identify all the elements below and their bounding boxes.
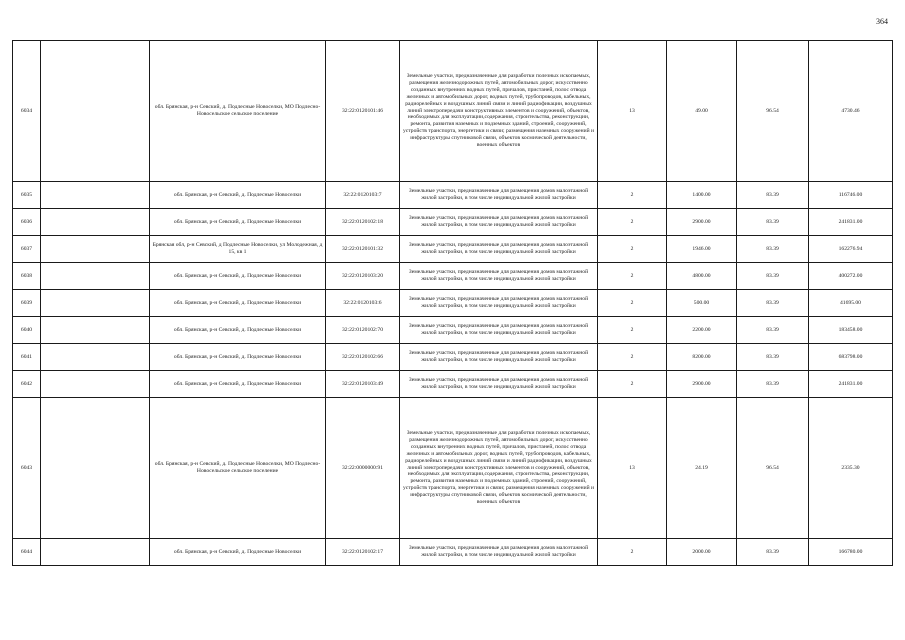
table-row (13, 41, 893, 182)
area-cell: 49.00 (667, 41, 737, 182)
row-number-cell: 6038 (13, 263, 41, 290)
address-cell: обл. Брянская, р-н Севский, д. Подлесные Новоселки (150, 290, 326, 317)
cadastral-value-cell: 41695.00 (809, 290, 893, 317)
land-use-purpose-cell: Земельные участки, предназначенные для размещения домов малоэтажной жилой застройки, в том числе индивидуальной жилой застройки (400, 290, 598, 317)
row-number-cell: 6040 (13, 317, 41, 344)
area-cell: 1400.00 (667, 182, 737, 209)
cadastral-value-cell: 241831.00 (809, 371, 893, 398)
address-cell: Брянская обл, р-н Севский, д Подлесные Новоселки, ул Молодежная, д 15, кв 1 (150, 236, 326, 263)
area-cell: 4800.00 (667, 263, 737, 290)
land-use-purpose-cell: Земельные участки, предназначенные для размещения домов малоэтажной жилой застройки, в том числе индивидуальной жилой застройки (400, 182, 598, 209)
specific-value-cell: 83.39 (737, 263, 809, 290)
cadastral-value-cell: 400272.00 (809, 263, 893, 290)
land-use-purpose-cell: Земельные участки, предназначенные для разработки полезных ископаемых, размещения железнодорожных путей, автомобильных дорог, искусственно созданных внутренних водных путей, причалов, пристаней, полос отвода железных и автомобильных дорог, водных путей, трубопроводов, кабельных, радиорелейных и воздушных линий связи и линий радиофикации, воздушных линий электропередачи конструктивных элементов и сооружений, объектов, необходимых для эксплуатации,содержания, строительства, реконструкции, ремонта, развития наземных и подземных зданий, строений, сооружений, устройств транспорта, энергетики и связи; размещения наземных сооружений и инфраструктуры спутниковой связи, объектов космической деятельности, военных объектов (400, 398, 598, 539)
table-row (13, 344, 893, 371)
cadastral-value-cell: 166780.00 (809, 539, 893, 566)
land-use-purpose-cell: Земельные участки, предназначенные для разработки полезных ископаемых, размещения железнодорожных путей, автомобильных дорог, искусственно созданных внутренних водных путей, причалов, пристаней, полос отвода железных и автомобильных дорог, водных путей, трубопроводов, кабельных, радиорелейных и воздушных линий связи и линий радиофикации, воздушных линий электропередачи конструктивных элементов и сооружений, объектов, необходимых для эксплуатации,содержания, строительства, реконструкции, ремонта, развития наземных и подземных зданий, строений, сооружений, устройств транспорта, энергетики и связи; размещения наземных сооружений и инфраструктуры спутниковой связи, объектов космической деятельности, военных объектов (400, 41, 598, 182)
area-cell: 500.00 (667, 290, 737, 317)
blank-cell (41, 398, 150, 539)
cadastral-number-cell: 32:22:0120103:6 (326, 290, 400, 317)
blank-cell (41, 371, 150, 398)
address-cell: обл. Брянская, р-н Севский, д. Подлесные Новоселки (150, 317, 326, 344)
cadastral-number-cell: 32:22:0000000:91 (326, 398, 400, 539)
row-number-cell: 6036 (13, 209, 41, 236)
use-type-code-cell: 2 (598, 236, 667, 263)
use-type-code-cell: 2 (598, 182, 667, 209)
address-cell: обл. Брянская, р-н Севский, д. Подлесные Новоселки (150, 371, 326, 398)
cadastral-value-cell: 683798.00 (809, 344, 893, 371)
blank-cell (41, 539, 150, 566)
land-use-purpose-cell: Земельные участки, предназначенные для размещения домов малоэтажной жилой застройки, в том числе индивидуальной жилой застройки (400, 317, 598, 344)
area-cell: 2900.00 (667, 209, 737, 236)
use-type-code-cell: 2 (598, 209, 667, 236)
blank-cell (41, 317, 150, 344)
blank-cell (41, 290, 150, 317)
use-type-code-cell: 2 (598, 263, 667, 290)
specific-value-cell: 96.54 (737, 41, 809, 182)
use-type-code-cell: 2 (598, 344, 667, 371)
cadastral-number-cell: 32:22:0120103:7 (326, 182, 400, 209)
specific-value-cell: 83.39 (737, 539, 809, 566)
area-cell: 24.19 (667, 398, 737, 539)
specific-value-cell: 83.39 (737, 371, 809, 398)
area-cell: 2000.00 (667, 539, 737, 566)
row-number-cell: 6043 (13, 398, 41, 539)
cadastral-value-cell: 162276.94 (809, 236, 893, 263)
cadastral-value-cell: 116746.00 (809, 182, 893, 209)
cadastral-number-cell: 32:22:0120102:70 (326, 317, 400, 344)
row-number-cell: 6039 (13, 290, 41, 317)
cadastral-value-cell: 241831.00 (809, 209, 893, 236)
table-row (13, 263, 893, 290)
page-number: 364 (876, 17, 888, 26)
blank-cell (41, 344, 150, 371)
use-type-code-cell: 2 (598, 539, 667, 566)
address-cell: обл. Брянская, р-н Севский, д. Подлесные Новоселки (150, 263, 326, 290)
cadastral-number-cell: 32:22:0120101:32 (326, 236, 400, 263)
address-cell: обл. Брянская, р-н Севский, д. Подлесные Новоселки (150, 344, 326, 371)
specific-value-cell: 83.39 (737, 344, 809, 371)
address-cell: обл. Брянская, р-н Севский, д. Подлесные Новоселки, МО Подлесно-Новосельское сельское поселение (150, 41, 326, 182)
cadastral-number-cell: 32:22:0120103:49 (326, 371, 400, 398)
area-cell: 2900.00 (667, 371, 737, 398)
table-row (13, 182, 893, 209)
row-number-cell: 6041 (13, 344, 41, 371)
row-number-cell: 6044 (13, 539, 41, 566)
table-row (13, 290, 893, 317)
use-type-code-cell: 2 (598, 317, 667, 344)
address-cell: обл. Брянская, р-н Севский, д. Подлесные Новоселки (150, 209, 326, 236)
specific-value-cell: 83.39 (737, 317, 809, 344)
land-use-purpose-cell: Земельные участки, предназначенные для размещения домов малоэтажной жилой застройки, в том числе индивидуальной жилой застройки (400, 209, 598, 236)
table-row (13, 209, 893, 236)
cadastral-number-cell: 32:22:0120102:17 (326, 539, 400, 566)
blank-cell (41, 41, 150, 182)
specific-value-cell: 96.54 (737, 398, 809, 539)
land-use-purpose-cell: Земельные участки, предназначенные для размещения домов малоэтажной жилой застройки, в том числе индивидуальной жилой застройки (400, 236, 598, 263)
cadastral-value-cell: 4730.46 (809, 41, 893, 182)
use-type-code-cell: 2 (598, 371, 667, 398)
blank-cell (41, 236, 150, 263)
table-row (13, 317, 893, 344)
cadastral-value-cell: 183458.00 (809, 317, 893, 344)
address-cell: обл. Брянская, р-н Севский, д. Подлесные Новоселки (150, 539, 326, 566)
land-use-purpose-cell: Земельные участки, предназначенные для размещения домов малоэтажной жилой застройки, в том числе индивидуальной жилой застройки (400, 539, 598, 566)
row-number-cell: 6042 (13, 371, 41, 398)
address-cell: обл. Брянская, р-н Севский, д. Подлесные Новоселки (150, 182, 326, 209)
area-cell: 8200.00 (667, 344, 737, 371)
row-number-cell: 6037 (13, 236, 41, 263)
specific-value-cell: 83.39 (737, 290, 809, 317)
table-body (13, 41, 893, 566)
table-row (13, 398, 893, 539)
land-use-purpose-cell: Земельные участки, предназначенные для размещения домов малоэтажной жилой застройки, в том числе индивидуальной жилой застройки (400, 344, 598, 371)
land-registry-table (12, 40, 893, 566)
table-row (13, 371, 893, 398)
land-use-purpose-cell: Земельные участки, предназначенные для размещения домов малоэтажной жилой застройки, в том числе индивидуальной жилой застройки (400, 263, 598, 290)
table-row (13, 539, 893, 566)
blank-cell (41, 263, 150, 290)
land-use-purpose-cell: Земельные участки, предназначенные для размещения домов малоэтажной жилой застройки, в том числе индивидуальной жилой застройки (400, 371, 598, 398)
area-cell: 2200.00 (667, 317, 737, 344)
address-cell: обл. Брянская, р-н Севский, д. Подлесные Новоселки, МО Подлесно-Новосельское сельское поселение (150, 398, 326, 539)
cadastral-number-cell: 32:22:0120101:46 (326, 41, 400, 182)
row-number-cell: 6035 (13, 182, 41, 209)
table-row (13, 236, 893, 263)
area-cell: 1946.00 (667, 236, 737, 263)
specific-value-cell: 83.39 (737, 209, 809, 236)
use-type-code-cell: 13 (598, 41, 667, 182)
use-type-code-cell: 13 (598, 398, 667, 539)
cadastral-value-cell: 2335.30 (809, 398, 893, 539)
cadastral-number-cell: 32:22:0120102:18 (326, 209, 400, 236)
cadastral-number-cell: 32:22:0120102:66 (326, 344, 400, 371)
specific-value-cell: 83.39 (737, 182, 809, 209)
specific-value-cell: 83.39 (737, 236, 809, 263)
blank-cell (41, 209, 150, 236)
use-type-code-cell: 2 (598, 290, 667, 317)
blank-cell (41, 182, 150, 209)
cadastral-number-cell: 32:22:0120103:20 (326, 263, 400, 290)
row-number-cell: 6034 (13, 41, 41, 182)
